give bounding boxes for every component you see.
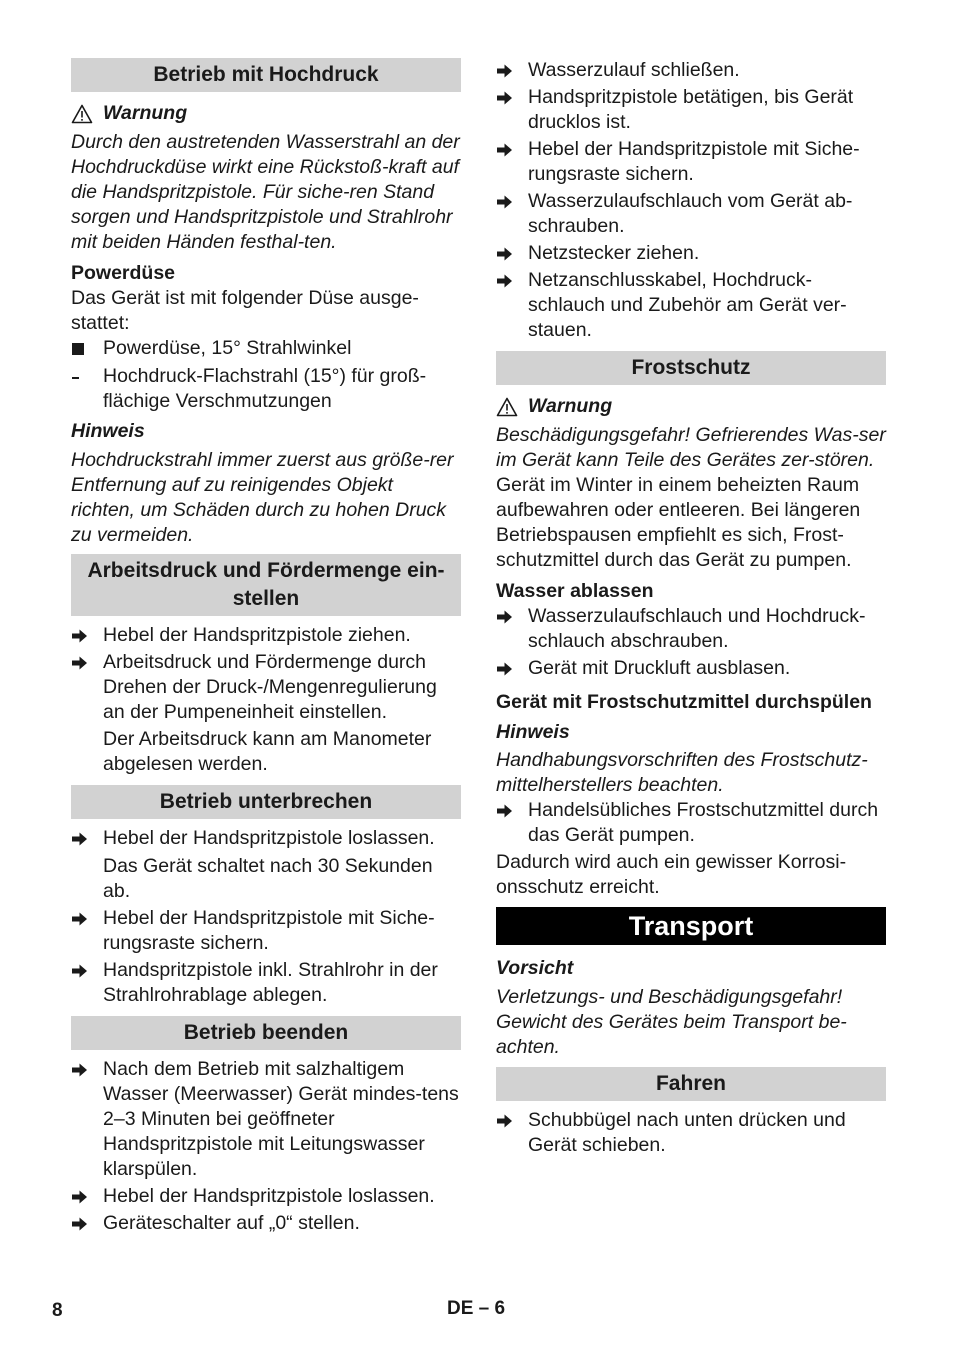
warning-title <box>71 101 461 126</box>
step-item: Gerät mit Druckluft ausblasen. <box>496 656 886 681</box>
section-heading-frostschutz: Frostschutz <box>496 351 886 385</box>
step-item: Schubbügel nach unten drücken und Gerät schieben. <box>496 1108 886 1158</box>
arrow-right-icon <box>71 655 88 671</box>
list-item: Hochdruck-Flachstrahl (15°) für groß-flächige Verschmutzungen <box>71 364 461 414</box>
step-item: Netzanschlusskabel, Hochdruck-schlauch und Zubehör am Gerät ver-stauen. <box>496 268 886 343</box>
page-number: 8 <box>52 1300 63 1321</box>
section-heading-betrieb-hochdruck: Betrieb mit Hochdruck <box>71 58 461 92</box>
warning-triangle-icon <box>496 397 518 417</box>
powerduese-text: Das Gerät ist mit folgender Düse ausge-stattet: <box>71 287 419 334</box>
step-item: Geräteschalter auf „0“ stellen. <box>71 1211 461 1236</box>
step-item: Handspritzpistole inkl. Strahlrohr in der Strahlrohrablage ablegen. <box>71 958 461 1008</box>
step-item: Handelsübliches Frostschutzmittel durch das Gerät pumpen. <box>496 798 886 848</box>
step-item: Hebel der Handspritzpistole loslassen. <box>71 826 461 851</box>
arrow-right-icon <box>496 63 513 79</box>
subheading-wasser-ablassen: Wasser ablassen <box>496 580 654 602</box>
step-item: Arbeitsdruck und Fördermenge durch Drehen der Druck-/Mengenregulierung an der Pumpeneinheit einstellen. <box>71 650 461 725</box>
arrow-right-icon <box>71 628 88 644</box>
step-item: Wasserzulaufschlauch und Hochdruck-schlauch abschrauben. <box>496 604 886 654</box>
right-column <box>496 58 886 1158</box>
caution-title: Vorsicht <box>496 957 574 979</box>
note-title: Hinweis <box>71 420 145 442</box>
arrow-right-icon <box>71 1189 88 1205</box>
step-item: Hebel der Handspritzpistole ziehen. <box>71 623 461 648</box>
arrow-right-icon <box>71 911 88 927</box>
language-page-label: DE – 6 <box>447 1298 506 1319</box>
warning-label: Warnung <box>528 395 613 417</box>
warning-text: Durch den austretenden Wasserstrahl an der Hochdruckdüse wirkt eine Rückstoß-kraft auf die Handspritzpistole. Für siche-ren Stand sorgen und Handspritzpistole und Strahlrohr mit beiden Händen festhal-ten. <box>71 131 460 253</box>
arrow-right-icon <box>71 1062 88 1078</box>
step-item: Hebel der Handspritzpistole loslassen. <box>71 1184 461 1209</box>
caution-text: Verletzungs- und Beschädigungsgefahr! Gewicht des Gerätes beim Transport be-achten. <box>496 986 847 1058</box>
step-item: Handspritzpistole betätigen, bis Gerät drucklos ist. <box>496 85 886 135</box>
steps-list <box>71 1057 461 1236</box>
arrow-right-icon <box>496 661 513 677</box>
arrow-right-icon <box>496 194 513 210</box>
warning-label: Warnung <box>103 102 188 124</box>
steps-list <box>71 623 461 725</box>
step-result-text: Das Gerät schaltet nach 30 Sekunden ab. <box>103 855 433 902</box>
step-item: Nach dem Betrieb mit salzhaltigem Wasser (Meerwasser) Gerät mindes-tens 2–3 Minuten bei geöffneter Handspritzpistole mit Leitungswasser klarspülen. <box>71 1057 461 1182</box>
section-heading-fahren: Fahren <box>496 1067 886 1101</box>
note-text: Hochdruckstrahl immer zuerst aus größe-rer Entfernung auf zu reinigendes Objekt richten, um Schäden durch zu hohen Druck zu vermeiden. <box>71 449 454 546</box>
section-heading-beenden: Betrieb beenden <box>71 1016 461 1050</box>
step-item: Wasserzulauf schließen. <box>496 58 886 83</box>
closing-text: Dadurch wird auch ein gewisser Korrosi-onsschutz erreicht. <box>496 851 847 898</box>
arrow-right-icon <box>496 273 513 289</box>
arrow-right-icon <box>496 142 513 158</box>
arrow-right-icon <box>496 1113 513 1129</box>
frostschutz-text: Gerät im Winter in einem beheizten Raum aufbewahren oder entleeren. Bei längeren Betriebspausen empfiehlt es sich, Frost-schutzmittel durch das Gerät zu pumpen. <box>496 474 861 571</box>
subheading-powerduese: Powerdüse <box>71 262 176 284</box>
subheading-durchspuelen: Gerät mit Frostschutzmittel durchspülen <box>496 691 872 713</box>
step-result-text: Der Arbeitsdruck kann am Manometer abgelesen werden. <box>103 728 432 775</box>
warning-title <box>496 394 886 419</box>
list-item: Powerdüse, 15° Strahlwinkel <box>71 336 461 361</box>
note-title: Hinweis <box>496 721 570 743</box>
step-item: Hebel der Handspritzpistole mit Siche-rungsraste sichern. <box>71 906 461 956</box>
section-heading-arbeitsdruck: Arbeitsdruck und Fördermenge ein-stellen <box>71 554 461 616</box>
arrow-right-icon <box>496 246 513 262</box>
arrow-right-icon <box>71 1216 88 1232</box>
warning-text: Beschädigungsgefahr! Gefrierendes Was-ser im Gerät kann Teile des Gerätes zer-stören. <box>496 424 886 471</box>
arrow-right-icon <box>496 609 513 625</box>
steps-list <box>496 58 886 343</box>
arrow-right-icon <box>496 803 513 819</box>
dash-bullet-icon <box>72 377 79 379</box>
arrow-right-icon <box>496 90 513 106</box>
step-item: Wasserzulaufschlauch vom Gerät ab-schrauben. <box>496 189 886 239</box>
chapter-heading-transport: Transport <box>496 907 886 945</box>
note-text: Handhabungsvorschriften des Frostschutz-mittelherstellers beachten. <box>496 749 868 796</box>
step-item: Hebel der Handspritzpistole mit Siche-rungsraste sichern. <box>496 137 886 187</box>
arrow-right-icon <box>71 963 88 979</box>
square-bullet-icon <box>72 343 84 355</box>
arrow-right-icon <box>71 831 88 847</box>
warning-triangle-icon <box>71 104 93 124</box>
left-column <box>71 58 461 1236</box>
step-item: Netzstecker ziehen. <box>496 241 886 266</box>
section-heading-unterbrechen: Betrieb unterbrechen <box>71 785 461 819</box>
